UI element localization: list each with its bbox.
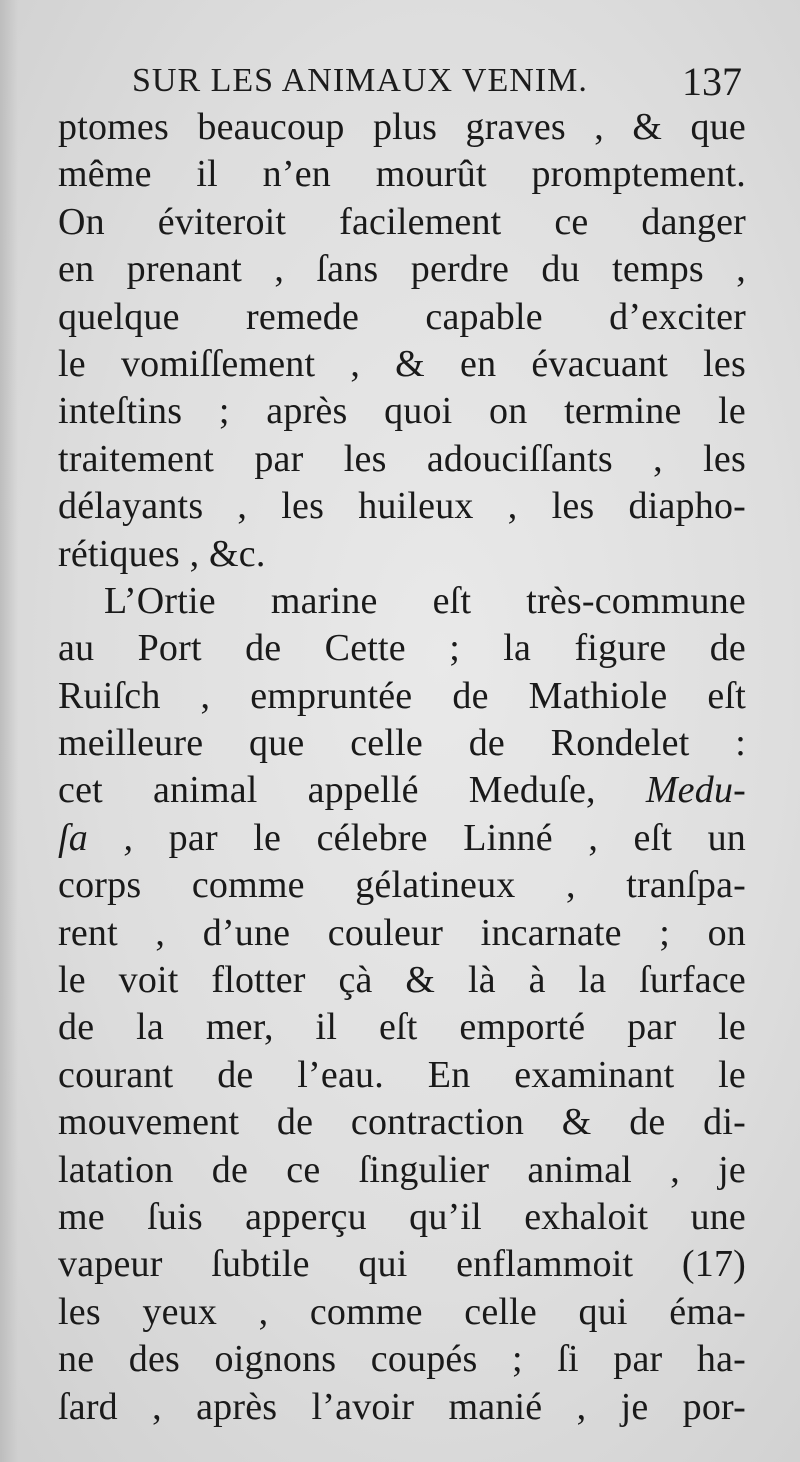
line-text: en prenant , ſans perdre du temps , (58, 248, 746, 291)
text-line (58, 199, 746, 246)
line-text: de la mer, il eſt emporté par le (58, 1006, 746, 1049)
text-line (58, 388, 746, 435)
body-text (58, 104, 746, 1431)
text-line (58, 1194, 746, 1241)
line-text: ne des oignons coupés ; ſi par ha- (58, 1338, 746, 1381)
line-text: par le célebre Linné , eſt un (168, 816, 747, 859)
text-line (58, 720, 746, 767)
page-number: 137 (682, 59, 742, 104)
line-text: ptomes beaucoup plus graves , & que (58, 106, 746, 148)
line-text: On éviteroit facilement ce danger (58, 200, 746, 243)
text-line (58, 578, 746, 625)
line-text: cet animal appellé Meduſe, (58, 769, 596, 812)
text-line (58, 1004, 746, 1051)
text-line (58, 1147, 746, 1194)
text-line (58, 483, 746, 530)
line-text: au Port de Cette ; la figure de (58, 627, 746, 670)
line-text: inteſtins ; après quoi on termine le (58, 390, 746, 433)
line-text: les yeux , comme celle qui éma- (58, 1290, 746, 1333)
line-text: traitement par les adouciſſants , les (58, 437, 746, 480)
page-header (132, 58, 742, 106)
line-text: rent , d’une couleur incarnate ; on (58, 911, 746, 954)
text-line (58, 862, 746, 909)
line-text: latation de ce ſingulier animal , je (58, 1148, 746, 1191)
line-text: rétiques , &c. (58, 532, 266, 575)
line-text: mouvement de contraction & de di- (58, 1101, 746, 1144)
text-line (58, 104, 746, 151)
line-text: ſard , après l’avoir manié , je por- (58, 1385, 746, 1428)
line-text: meilleure que celle de Rondelet : (58, 722, 746, 765)
text-line (58, 625, 746, 672)
text-line (58, 1336, 746, 1383)
italic-term: Medu- (645, 769, 747, 812)
text-line (58, 436, 746, 483)
line-text: corps comme gélatineux , tranſpa- (58, 864, 746, 907)
line-text: quelque remede capable d’exciter (58, 295, 746, 338)
text-line (58, 294, 746, 341)
text-line (58, 1241, 746, 1288)
line-text: L’Ortie marine eſt très-commune (104, 579, 746, 622)
text-line (58, 1052, 746, 1099)
line-text: courant de l’eau. En examinant le (58, 1053, 746, 1096)
line-text: même il n’en mourût promptement. (58, 153, 746, 196)
text-line (58, 673, 746, 720)
text-line (58, 1099, 746, 1146)
line-text: Ruiſch , empruntée de Mathiole eſt (58, 674, 746, 717)
text-line (58, 1384, 746, 1431)
text-line (58, 1289, 746, 1336)
italic-term: ſa , (58, 816, 134, 859)
page-edge-shadow (0, 0, 18, 1462)
line-text: vapeur ſubtile qui enflammoit (17) (58, 1243, 746, 1286)
text-line (58, 957, 746, 1004)
running-head: SUR LES ANIMAUX VENIM. (132, 62, 588, 99)
text-line (58, 815, 746, 862)
line-text: me ſuis apperçu qu’il exhaloit une (58, 1195, 746, 1238)
text-line (58, 341, 746, 388)
line-text: délayants , les huileux , les diapho- (58, 485, 746, 528)
text-line (58, 910, 746, 957)
line-text: le vomiſſement , & en évacuant les (58, 342, 746, 385)
text-line (58, 767, 746, 814)
text-line (58, 531, 746, 578)
line-text: le voit flotter çà & là à la ſurface (58, 959, 746, 1002)
text-line (58, 246, 746, 293)
text-line (58, 151, 746, 198)
